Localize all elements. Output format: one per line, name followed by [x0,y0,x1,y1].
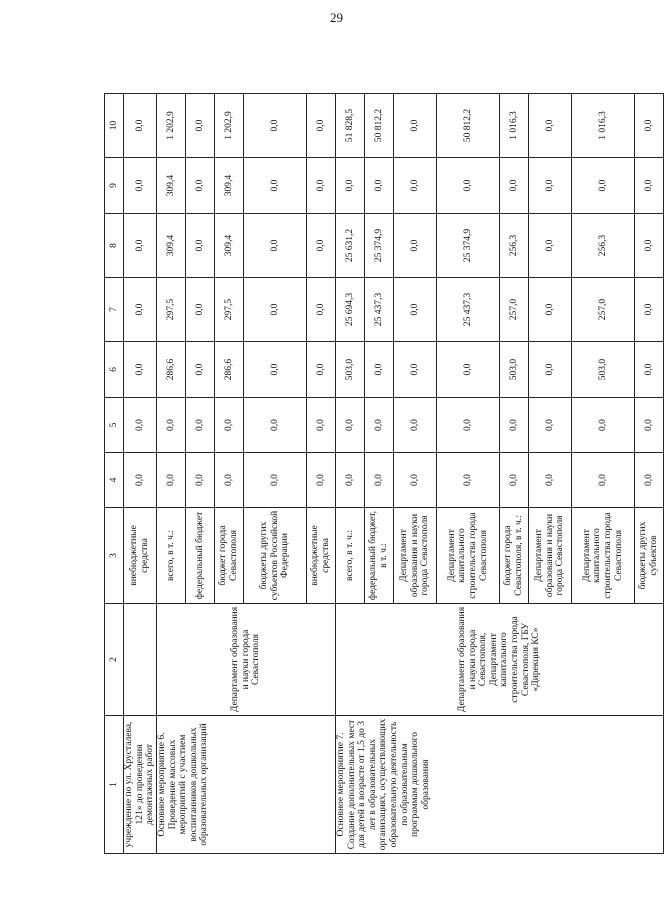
funding-source: Департамент капитального строительства города Севастополя [571,508,634,604]
value-cell: 0,0 [528,453,571,508]
value-cell: 0,0 [528,342,571,398]
value-cell: 257,0 [571,278,634,342]
value-cell: 50 812,2 [364,94,393,158]
value-cell: 0,0 [185,453,214,508]
value-cell: 0,0 [214,398,243,453]
funding-source: внебюджетные средства [306,508,335,604]
value-cell: 0,0 [243,158,306,214]
value-cell: 0,0 [436,453,499,508]
value-cell: 25 437,3 [436,278,499,342]
value-cell: 0,0 [185,214,214,278]
value-cell: 503,0 [571,342,634,398]
header-cell: 1 [105,716,124,854]
value-cell: 1 202,9 [156,94,185,158]
value-cell: 0,0 [364,342,393,398]
funding-source: Департамент капитального строительства города Севастополя [436,508,499,604]
page-number: 29 [330,10,343,25]
funding-source: Департамент образования и науки города Севастополя [528,508,571,604]
value-cell: 0,0 [393,158,436,214]
value-cell: 0,0 [634,214,663,278]
header-cell: 2 [105,604,124,716]
value-cell: 0,0 [185,278,214,342]
value-cell: 0,0 [528,214,571,278]
value-cell: 0,0 [124,342,157,398]
value-cell: 0,0 [634,453,663,508]
value-cell: 0,0 [393,94,436,158]
value-cell: 0,0 [185,398,214,453]
value-cell: 0,0 [243,278,306,342]
value-cell: 503,0 [335,342,364,398]
funding-source: бюджет города Севастополя, в т. ч.: [499,508,528,604]
value-cell: 25 437,3 [364,278,393,342]
value-cell: 0,0 [306,398,335,453]
value-cell: 25 374,9 [436,214,499,278]
value-cell: 25 694,3 [335,278,364,342]
value-cell: 0,0 [634,158,663,214]
table-row [335,94,364,854]
value-cell: 0,0 [393,214,436,278]
value-cell: 0,0 [185,94,214,158]
event-description: Основное мероприятие 6. Проведение массовых мероприятий с участием воспитанников дошкольных образовательных организаций [156,716,335,854]
value-cell: 0,0 [364,453,393,508]
value-cell: 0,0 [124,158,157,214]
funding-source: бюджеты других субъектов Российской Федерации [243,508,306,604]
event-description: Основное мероприятие 7. Создание дополнительных мест для детей в возрасте от 1,5 до 3 лет в образовательных организациях, осуществляющих образовательную деятельность по образовательным программам дошкольного образования [335,716,663,854]
header-cell: 8 [105,214,124,278]
value-cell: 0,0 [634,342,663,398]
value-cell: 0,0 [571,453,634,508]
value-cell: 256,3 [499,214,528,278]
event-description: учреждение по ул. Хрусталева, 121» до проведения демонтажных работ [124,716,157,854]
rotated-table-container [104,94,659,854]
value-cell: 0,0 [393,342,436,398]
value-cell: 0,0 [243,398,306,453]
funding-source: бюджет города Севастополя [214,508,243,604]
value-cell: 309,4 [156,214,185,278]
value-cell: 0,0 [528,278,571,342]
funding-source: всего, в т. ч.: [335,508,364,604]
executor-cell: Департамент образования и науки города Севастополя, Департамент капитального строительства города Севастополя, ГБУ «Дирекция КС» [335,604,663,716]
value-cell: 0,0 [306,342,335,398]
value-cell: 1 016,3 [499,94,528,158]
header-row [105,94,124,854]
funding-source: федеральный бюджет [185,508,214,604]
value-cell: 51 828,5 [335,94,364,158]
header-cell: 4 [105,453,124,508]
value-cell: 0,0 [243,453,306,508]
value-cell: 0,0 [185,158,214,214]
value-cell: 0,0 [528,158,571,214]
funding-source: внебюджетные средства [124,508,157,604]
value-cell: 0,0 [364,398,393,453]
value-cell: 0,0 [528,94,571,158]
value-cell: 50 812,2 [436,94,499,158]
value-cell: 1 016,3 [571,94,634,158]
value-cell: 0,0 [634,398,663,453]
value-cell: 0,0 [214,453,243,508]
value-cell: 0,0 [306,453,335,508]
value-cell: 0,0 [243,214,306,278]
header-cell: 10 [105,94,124,158]
value-cell: 1 202,9 [214,94,243,158]
header-cell: 9 [105,158,124,214]
value-cell: 0,0 [634,94,663,158]
value-cell: 0,0 [335,453,364,508]
funding-source: Департамент образования и науки города Севастополя [393,508,436,604]
executor-cell [124,604,157,716]
value-cell: 25 374,9 [364,214,393,278]
funding-source: всего, в т. ч.: [156,508,185,604]
funding-source: федеральный бюджет, в т. ч.: [364,508,393,604]
value-cell: 0,0 [571,398,634,453]
value-cell: 0,0 [634,278,663,342]
value-cell: 0,0 [156,453,185,508]
header-cell: 5 [105,398,124,453]
value-cell: 0,0 [124,94,157,158]
value-cell: 0,0 [436,342,499,398]
value-cell: 0,0 [306,214,335,278]
value-cell: 0,0 [393,398,436,453]
table-row [124,94,157,854]
funding-source: бюджеты других субъектов [634,508,663,604]
value-cell: 256,3 [571,214,634,278]
value-cell: 25 631,2 [335,214,364,278]
value-cell: 0,0 [185,342,214,398]
value-cell: 0,0 [335,158,364,214]
value-cell: 297,5 [214,278,243,342]
budget-table [104,93,664,854]
value-cell: 257,0 [499,278,528,342]
value-cell: 0,0 [571,158,634,214]
value-cell: 0,0 [306,94,335,158]
value-cell: 309,4 [156,158,185,214]
value-cell: 0,0 [124,214,157,278]
value-cell: 309,4 [214,158,243,214]
value-cell: 0,0 [499,398,528,453]
value-cell: 0,0 [393,453,436,508]
value-cell: 0,0 [156,398,185,453]
header-cell: 3 [105,508,124,604]
value-cell: 0,0 [306,278,335,342]
value-cell: 0,0 [499,453,528,508]
value-cell: 0,0 [528,398,571,453]
executor-cell: Департамент образования и науки города Севастополя [156,604,335,716]
header-cell: 7 [105,278,124,342]
value-cell: 0,0 [243,342,306,398]
value-cell: 0,0 [306,158,335,214]
value-cell: 0,0 [499,158,528,214]
value-cell: 503,0 [499,342,528,398]
value-cell: 286,6 [214,342,243,398]
value-cell: 286,6 [156,342,185,398]
value-cell: 297,5 [156,278,185,342]
value-cell: 309,4 [214,214,243,278]
value-cell: 0,0 [393,278,436,342]
value-cell: 0,0 [364,158,393,214]
value-cell: 0,0 [335,398,364,453]
value-cell: 0,0 [436,158,499,214]
value-cell: 0,0 [243,94,306,158]
value-cell: 0,0 [124,278,157,342]
header-cell: 6 [105,342,124,398]
value-cell: 0,0 [124,398,157,453]
value-cell: 0,0 [436,398,499,453]
table-row [156,94,185,854]
value-cell: 0,0 [124,453,157,508]
